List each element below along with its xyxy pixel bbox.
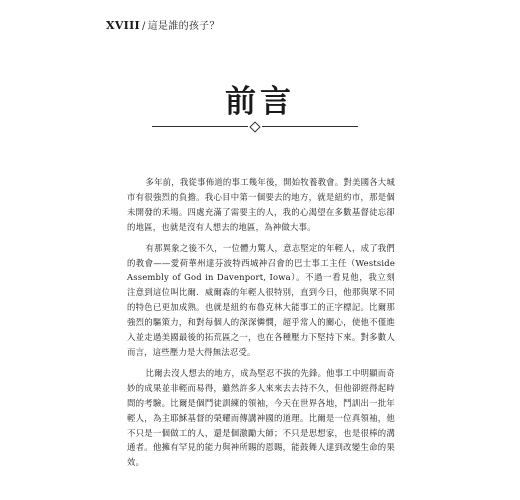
paragraph: 比爾去沒人想去的地方，成為堅忍不拔的先鋒。他事工中明顯而奇妙的成果並非輕而易得，雖然許多人來來去去持不久，但他卻經得起時間的考驗。比爾是個鬥徒訓練的領袖，今天在世界各地，鬥訓出一批年輕人，為主耶穌基督的榮耀而傳講神國的道理。比爾是一位真領袖，他不只是一個做工的人，還是個激勵大師；不只是思想家，也是很棒的溝通者。他擁有罕見的能力與神所賜的恩賜，能鼓舞人達到改變生命的果效。 — [127, 367, 395, 468]
diamond-ornament-icon — [249, 121, 260, 132]
body-text — [127, 175, 395, 476]
book-title: 這是誰的孩子？ — [147, 21, 220, 32]
divider-line-right — [262, 126, 358, 127]
title-ornament-divider — [152, 122, 358, 132]
running-header — [106, 20, 220, 33]
chapter-title: 前言 — [225, 84, 295, 120]
paragraph: 有那異象之後不久，一位體力驚人，意志堅定的年輕人，成了我們的教會——愛荷華州達芬波特西城神召會的巴士事工主任（Westside Assembly of God in Davenport, Iowa）。不過一看見他，我立刻注意到這位叫比爾．威爾森的年輕人很特別，直到今日，他那與眾不同的特色已更加成熟。也就是紐約布魯克林大能事工的正字標記。比爾那強烈的驅策力，和對每個人的深深憐憫，超乎常人的關心，使他不僅進入並走過美國最後的拓荒區之一，也在各種壓力下堅持下來。對多數人而言，這些壓力是大得無法忍受。 — [127, 242, 395, 357]
page-number: XVIII — [106, 19, 141, 32]
header-separator: / — [142, 21, 146, 32]
paragraph: 多年前，我從事佈道的事工幾年後，開始牧養教會。對美國各大城市有很強烈的負擔。我心目中第一個要去的地方，就是紐約市，那是個未開發的禾場。四處充滿了需要主的人，我的心渴望在多數基督徒忘卻的地區，也就是沒有人想去的地區，為神做大事。 — [127, 177, 395, 232]
divider-line-left — [152, 126, 248, 127]
